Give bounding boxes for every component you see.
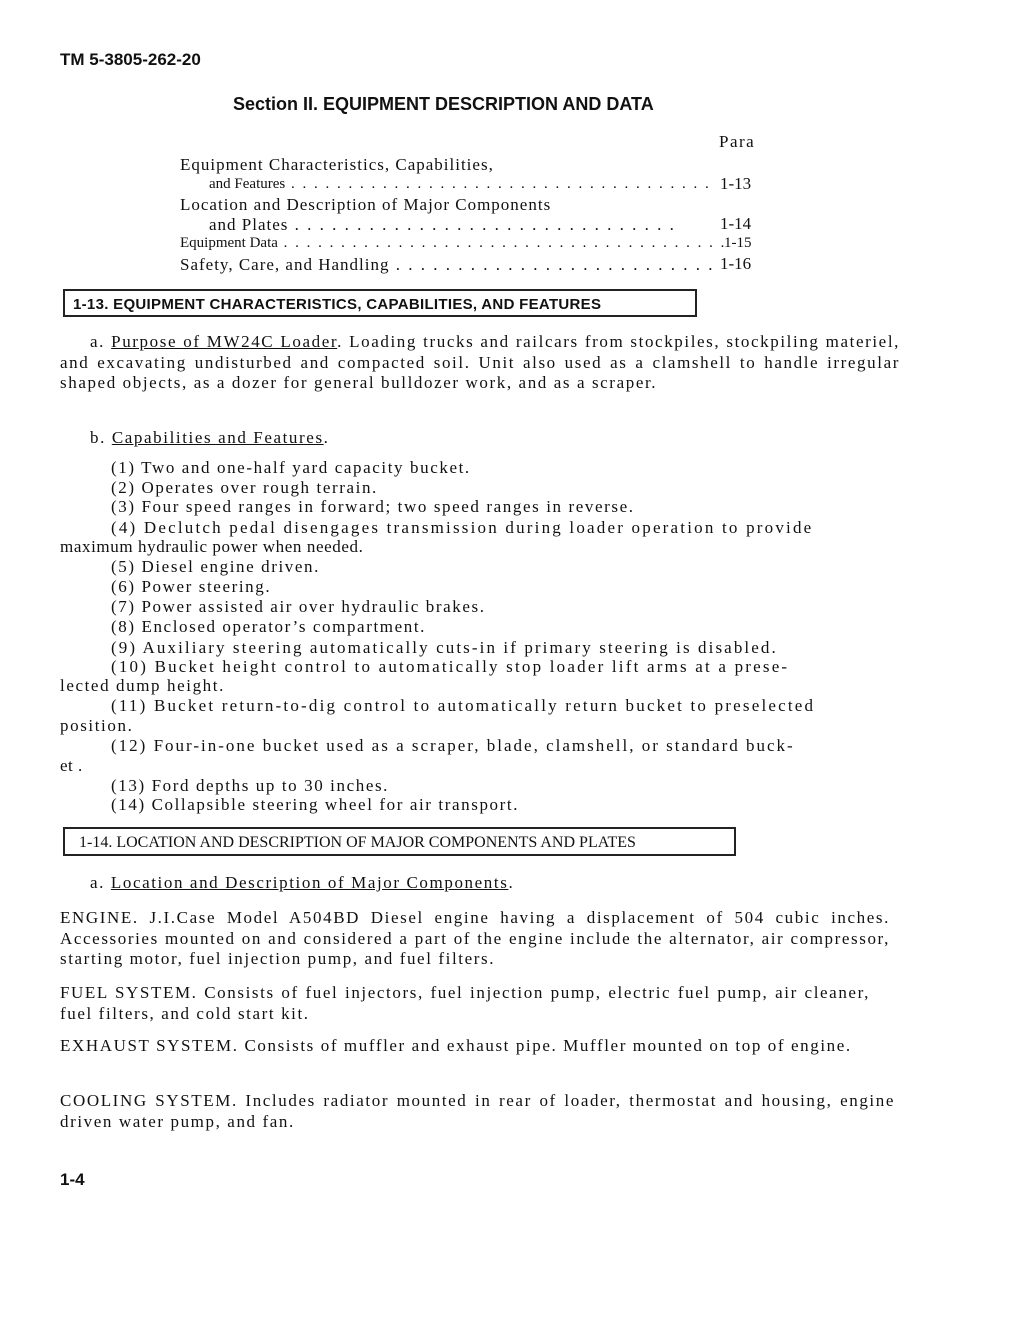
- toc-entry-1-para: 1-13: [720, 174, 752, 193]
- heading-box-1-14: [63, 827, 736, 856]
- feature-item: (6) Power steering.: [111, 577, 272, 596]
- feature-item: (9) Auxiliary steering automatically cuts-in if primary steering is disabled.: [111, 638, 778, 657]
- heading-1-14: 1-14. LOCATION AND DESCRIPTION OF MAJOR COMPONENTS AND PLATES: [79, 834, 636, 851]
- toc-entry-4: Safety, Care, and Handling . . . . . . . . . . . . . . . . . . . . . . . . . .: [180, 255, 715, 274]
- toc-entry-2-para: 1-14: [720, 214, 752, 233]
- feature-item: (4) Declutch pedal disengages transmission during loader operation to provide: [111, 518, 814, 537]
- feature-item: (1) Two and one-half yard capacity bucket.: [111, 458, 471, 477]
- feature-item-continued: position.: [60, 716, 134, 735]
- feature-item: (14) Collapsible steering wheel for air transport.: [111, 795, 520, 814]
- toc-para-label: Para: [719, 132, 756, 151]
- heading-1-13: 1-13. EQUIPMENT CHARACTERISTICS, CAPABILITIES, AND FEATURES: [73, 296, 602, 313]
- paragraph-engine: ENGINE. J.I.Case Model A504BD Diesel engine having a displacement of 504 cubic inches. Accessories mounted on and considered a part of the engine include the alternator, air compressor, starting motor, fuel injection pump, and fuel filters.: [60, 908, 890, 968]
- feature-item-continued: maximum hydraulic power when needed.: [60, 537, 364, 556]
- paragraph-exhaust-system: EXHAUST SYSTEM. Consists of muffler and exhaust pipe. Muffler mounted on top of engine.: [60, 1036, 852, 1055]
- toc-entry-1-line1: Equipment Characteristics, Capabilities,: [180, 155, 494, 174]
- document-id: TM 5-3805-262-20: [60, 50, 201, 69]
- feature-item: (8) Enclosed operator’s compartment.: [111, 617, 427, 636]
- capabilities-heading: b. Capabilities and Features.: [90, 428, 330, 447]
- section-title: Section II. EQUIPMENT DESCRIPTION AND DATA: [233, 94, 654, 114]
- feature-item: (5) Diesel engine driven.: [111, 557, 320, 576]
- feature-item: (11) Bucket return-to-dig control to automatically return bucket to preselected: [111, 696, 816, 715]
- feature-item: (13) Ford depths up to 30 inches.: [111, 776, 390, 795]
- feature-item-continued: et .: [60, 756, 83, 775]
- feature-item-continued: lected dump height.: [60, 676, 225, 695]
- feature-item: (3) Four speed ranges in forward; two speed ranges in reverse.: [111, 497, 635, 516]
- page-number: 1-4: [60, 1170, 85, 1189]
- location-heading: a. Location and Description of Major Components.: [90, 873, 515, 892]
- feature-item: (2) Operates over rough terrain.: [111, 478, 378, 497]
- toc-entry-2-line1: Location and Description of Major Components: [180, 195, 552, 214]
- paragraph-purpose: a. Purpose of MW24C Loader. Loading trucks and railcars from stockpiles, stockpiling materiel, and excavating undisturbed and compacted soil. Unit also used as a clamshell to handle irregular shaped objects, as a dozer for general bulldozer work, and as a scraper.: [60, 332, 901, 392]
- heading-box-1-13: [63, 289, 697, 317]
- toc-entry-3: Equipment Data . . . . . . . . . . . . . . . . . . . . . . . . . . . . . . . . . . . . . . .: [180, 235, 727, 251]
- toc-entry-3-para: 1-15: [724, 235, 752, 251]
- feature-item: (10) Bucket height control to automatically stop loader lift arms at a prese-: [111, 657, 790, 676]
- feature-item: (7) Power assisted air over hydraulic brakes.: [111, 597, 486, 616]
- toc-entry-2-line2: and Plates . . . . . . . . . . . . . . . . . . . . . . . . . . . . . . .: [209, 215, 676, 234]
- toc-entry-4-para: 1-16: [720, 254, 752, 273]
- feature-item: (12) Four-in-one bucket used as a scraper, blade, clamshell, or standard buck-: [111, 736, 795, 755]
- toc-entry-1-line2: and Features . . . . . . . . . . . . . . . . . . . . . . . . . . . . . . . . . . . . .: [209, 176, 711, 192]
- paragraph-fuel-system: FUEL SYSTEM. Consists of fuel injectors, fuel injection pump, electric fuel pump, air cleaner, fuel filters, and cold start kit.: [60, 983, 870, 1023]
- paragraph-cooling-system: COOLING SYSTEM. Includes radiator mounted in rear of loader, thermostat and housing, engine driven water pump, and fan.: [60, 1091, 895, 1131]
- purpose-title: Purpose of MW24C Loader: [111, 332, 338, 351]
